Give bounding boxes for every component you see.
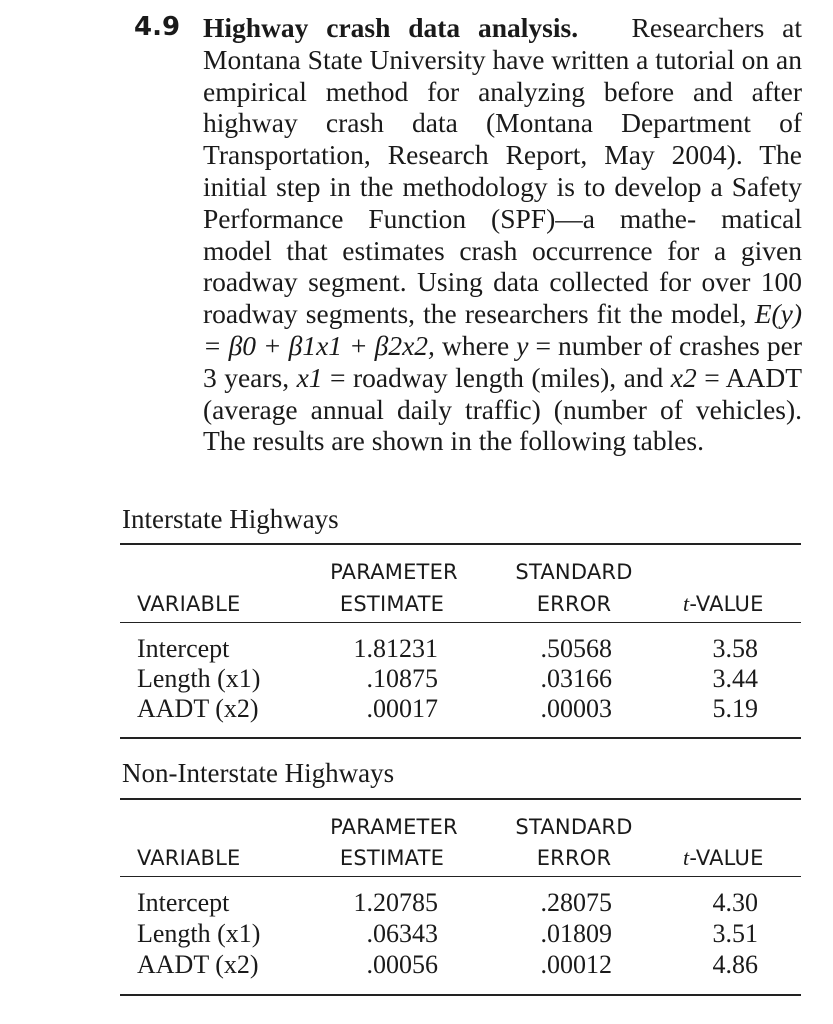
table-title-interstate: Interstate Highways bbox=[122, 504, 339, 534]
table-cell-std-error: .01809 bbox=[540, 919, 612, 948]
table-title-non-interstate: Non-Interstate Highways bbox=[122, 758, 395, 788]
problem-line: Researchers at bbox=[631, 12, 803, 43]
var-x2: x2 bbox=[670, 361, 697, 393]
problem-line: = number of crashes per 3 years, bbox=[203, 329, 803, 393]
table-cell-variable: AADT (x2) bbox=[137, 950, 259, 979]
table-rule-bottom bbox=[120, 737, 801, 739]
table-cell-estimate: .00017 bbox=[366, 694, 438, 723]
table-rule-top bbox=[120, 543, 801, 545]
problem-line: = AADT (average annual bbox=[203, 361, 803, 425]
header-estimate: ESTIMATE bbox=[339, 592, 445, 616]
table-cell-variable: Length (x1) bbox=[137, 919, 261, 948]
table-cell-std-error: .00012 bbox=[540, 950, 612, 979]
problem-text bbox=[203, 12, 802, 457]
header-error: ERROR bbox=[536, 846, 612, 870]
problem-line: for over 100 roadway segments, the researchers bbox=[203, 266, 803, 330]
problem-line: a Safety Performance Function (SPF)—a mathe- bbox=[203, 170, 803, 234]
header-estimate: ESTIMATE bbox=[339, 846, 445, 870]
problem-title: Highway crash data analysis. bbox=[203, 12, 579, 43]
table-cell-variable bbox=[137, 634, 229, 664]
var-x1: x1 bbox=[296, 361, 323, 393]
problem-line: Montana State University have written a tutorial bbox=[203, 43, 735, 75]
header-t-suffix: -VALUE bbox=[689, 846, 764, 870]
problem-line: where bbox=[441, 329, 510, 361]
table-cell-t-value: 4.30 bbox=[712, 888, 758, 917]
table-rule-mid bbox=[120, 622, 801, 623]
header-parameter: PARAMETER bbox=[330, 815, 458, 839]
header-standard: STANDARD bbox=[515, 560, 633, 584]
table-cell-variable: AADT (x2) bbox=[137, 694, 259, 723]
problem-line: daily traffic) (number of vehicles). The results are bbox=[203, 393, 803, 457]
var-y: y bbox=[516, 329, 529, 361]
problem-line: a given roadway segment. Using data collected bbox=[203, 234, 802, 298]
problem-line: = roadway bbox=[330, 361, 448, 393]
problem-number: 4.9 bbox=[134, 12, 181, 42]
row-variable-label: Intercept bbox=[137, 634, 230, 663]
table-cell-t-value: 3.58 bbox=[712, 634, 758, 663]
problem-line: on an empirical method for analyzing before and bbox=[203, 43, 802, 107]
table-cell-variable: Intercept bbox=[137, 888, 230, 917]
header-parameter: PARAMETER bbox=[330, 560, 458, 584]
header-t-value bbox=[683, 592, 764, 616]
header-error: ERROR bbox=[536, 592, 612, 616]
header-standard: STANDARD bbox=[515, 815, 633, 839]
table-cell-estimate: 1.81231 bbox=[353, 634, 438, 663]
table-cell-t-value: 4.86 bbox=[712, 950, 758, 979]
problem-line: The initial step in the methodology is to develop bbox=[203, 139, 802, 202]
problem-line: matical model that estimates crash occurrence for bbox=[203, 202, 803, 266]
table-cell-variable: Length (x1) bbox=[137, 664, 261, 693]
table-cell-std-error: .03166 bbox=[540, 664, 612, 693]
table-cell-estimate: .00056 bbox=[366, 950, 438, 979]
table-cell-estimate: 1.20785 bbox=[353, 888, 438, 917]
header-variable: VARIABLE bbox=[137, 846, 241, 870]
header-variable: VARIABLE bbox=[137, 592, 241, 616]
table-cell-estimate: .10875 bbox=[366, 664, 438, 693]
table-cell-t-value: 3.51 bbox=[712, 919, 758, 948]
table-cell-t-value: 3.44 bbox=[712, 664, 758, 693]
problem-line: of Transportation, Research Report, May 2004). bbox=[203, 107, 803, 171]
model-equation: E(y) = β0 + β1x1 + β2x2, bbox=[203, 298, 803, 361]
table-cell-t-value: 5.19 bbox=[712, 694, 758, 723]
problem-line: length (miles), and bbox=[455, 361, 664, 393]
problem-line: shown in the following tables. bbox=[371, 425, 705, 457]
table-cell-std-error: .50568 bbox=[540, 634, 612, 663]
header-t-prefix: t bbox=[683, 591, 690, 616]
problem-line: fit the model, bbox=[596, 298, 747, 330]
table-cell-std-error: .00003 bbox=[540, 694, 612, 723]
header-t-value bbox=[683, 846, 764, 870]
table-rule-top bbox=[120, 798, 801, 800]
table-rule-bottom bbox=[120, 994, 801, 996]
table-cell-std-error: .28075 bbox=[540, 888, 612, 917]
table-rule-mid bbox=[120, 876, 801, 877]
problem-line: after highway crash data (Montana Department bbox=[203, 75, 802, 139]
header-t-prefix: t bbox=[683, 845, 690, 870]
table-cell-estimate: .06343 bbox=[366, 919, 438, 948]
header-t-suffix: -VALUE bbox=[689, 592, 764, 616]
